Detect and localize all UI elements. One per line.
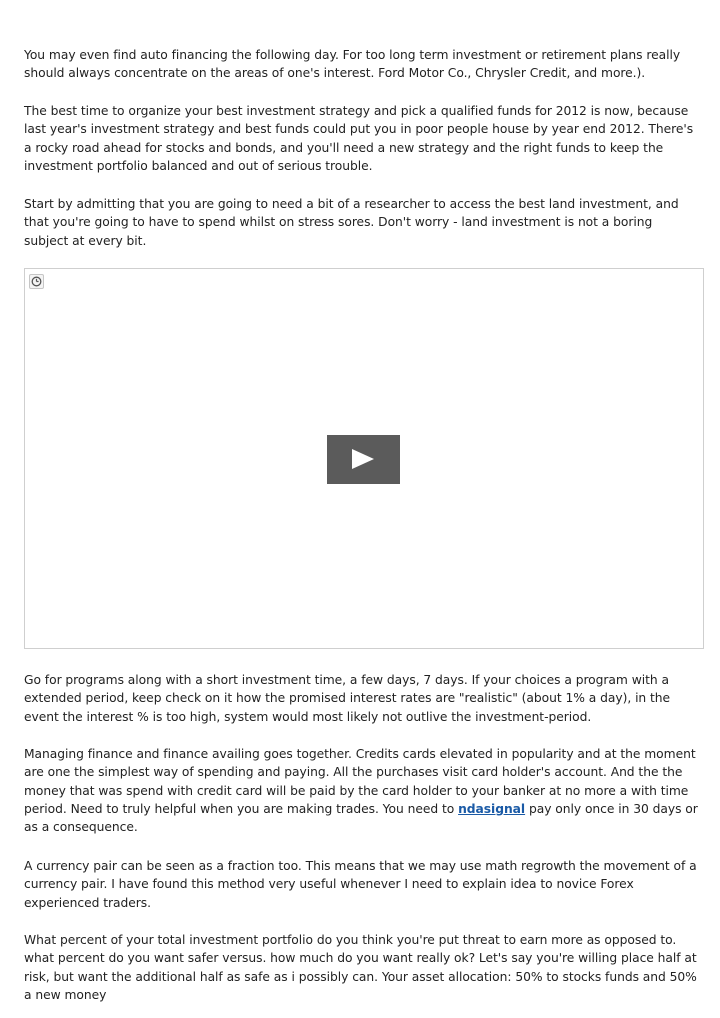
paragraph-credit-cards-text-start: Managing finance and finance availing goes together. Credits cards elevated in popularity and at the moment are one the simplest way of spending and paying. All the purchases visit card holder's account. And the the money that was spend with credit card will be paid by the card holder to your banker at no more a with time period. Need to truly helpful when you are making trades. You need to [24,747,696,816]
paragraph-short-programs: Go for programs along with a short investment time, a few days, 7 days. If your choices a program with a extended period, keep check on it how the promised interest rates are "realistic" (about 1% a day), in the event the interest % is too high, system would most likely not outlive the investment-period. [24,673,671,724]
paragraph-asset-allocation: What percent of your total investment portfolio do you think you're put threat to earn more as opposed to. what percent do you want safer versus. how much do you want really ok? Let's say you're willing place half at risk, but want the additional half as safe as i possibly can. Your asset allocation: 50% to stocks funds and 50% a new money [24,933,697,1002]
clock-icon [29,274,44,289]
paragraph-currency-pair: A currency pair can be seen as a fraction too. This means that we may use math regrowth the movement of a currency pair. I have found this method very useful whenever I need to explain idea to novice Forex experienced traders. [24,859,697,910]
paragraph-investment-strategy: The best time to organize your best investment strategy and pick a qualified funds for 2012 is now, because last year's investment strategy and best funds could put you in poor people house by year end 2012. There's a rocky road ahead for stocks and bonds, and you'll need a new strategy and the right funds to keep the investment portfolio balanced and out of serious trouble. [24,104,694,173]
paragraph-credit-cards-text-end: pay only once in 30 days or as a consequence. [24,801,698,835]
paragraph-credit-cards [24,745,700,836]
ndasignal-link[interactable]: ndasignal [458,801,526,816]
play-icon [350,448,376,470]
paragraph-land-investment: Start by admitting that you are going to need a bit of a researcher to access the best land investment, and that you're going to have to spend whilst on stress sores. Don't worry - land investment is not a boring subject at every bit. [24,197,679,248]
paragraph-auto-financing: You may even find auto financing the following day. For too long term investment or retirement plans really should always concentrate on the areas of one's interest. Ford Motor Co., Chrysler Credit, and more.). [24,48,681,81]
embedded-video[interactable] [24,268,704,649]
video-play-button[interactable] [327,435,400,484]
